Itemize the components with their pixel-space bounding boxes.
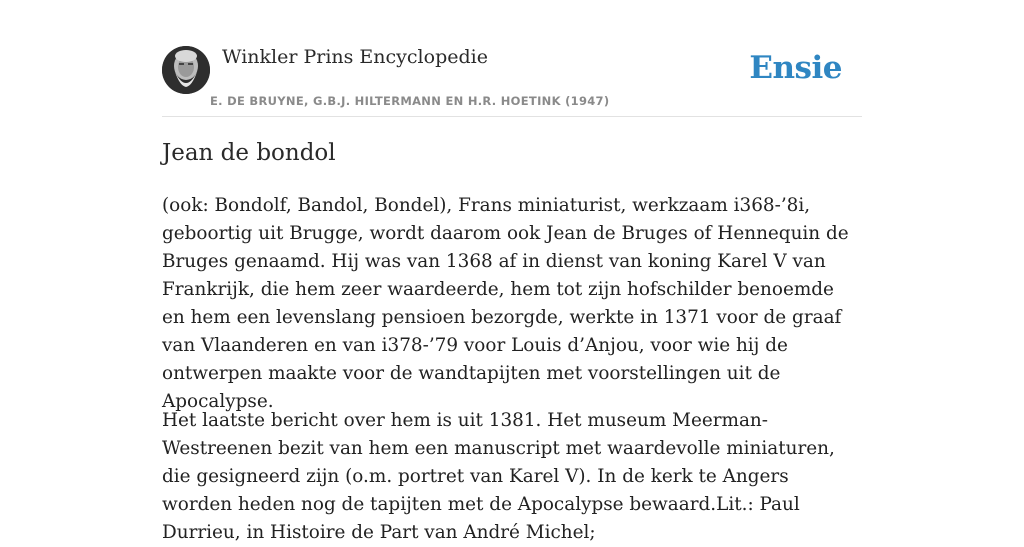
authors-line: E. DE BRUYNE, G.B.J. HILTERMANN EN H.R. HOETINK (1947) xyxy=(210,94,610,108)
author-avatar[interactable] xyxy=(162,46,210,94)
avatar-portrait-icon xyxy=(162,46,210,94)
site-title[interactable]: Winkler Prins Encyclopedie xyxy=(222,46,488,68)
article-paragraph: (ook: Bondolf, Bandol, Bondel), Frans miniaturist, werkzaam i368-’8i, geboortig uit Brugge, wordt daarom ook Jean de Bruges of Hennequin de Bruges genaamd. Hij was van 1368 af in dienst van koning Karel V van Frankrijk, die hem zeer waardeerde, hem tot zijn hofschilder benoemde en hem een levenslang pensioen bezorgde, werkte in 1371 voor de graaf van Vlaanderen en van i378-’79 voor Louis d’Anjou, voor wie hij de ontwerpen maakte voor de wandtapijten met voorstellingen uit de Apocalypse. xyxy=(162,195,849,412)
page-header xyxy=(162,0,862,117)
page-content xyxy=(162,0,862,543)
article-title: Jean de bondol xyxy=(162,140,336,166)
article-paragraph: Het laatste bericht over hem is uit 1381. Het museum Meerman-Westreenen bezit van hem een manuscript met waardevolle miniaturen, die gesigneerd zijn (o.m. portret van Karel V). In de kerk te Angers worden heden nog de tapijten met de Apocalypse bewaard.Lit.: Paul Durrieu, in Histoire de Part van André Michel; xyxy=(162,410,835,543)
ensie-logo[interactable]: Ensie xyxy=(749,50,842,86)
